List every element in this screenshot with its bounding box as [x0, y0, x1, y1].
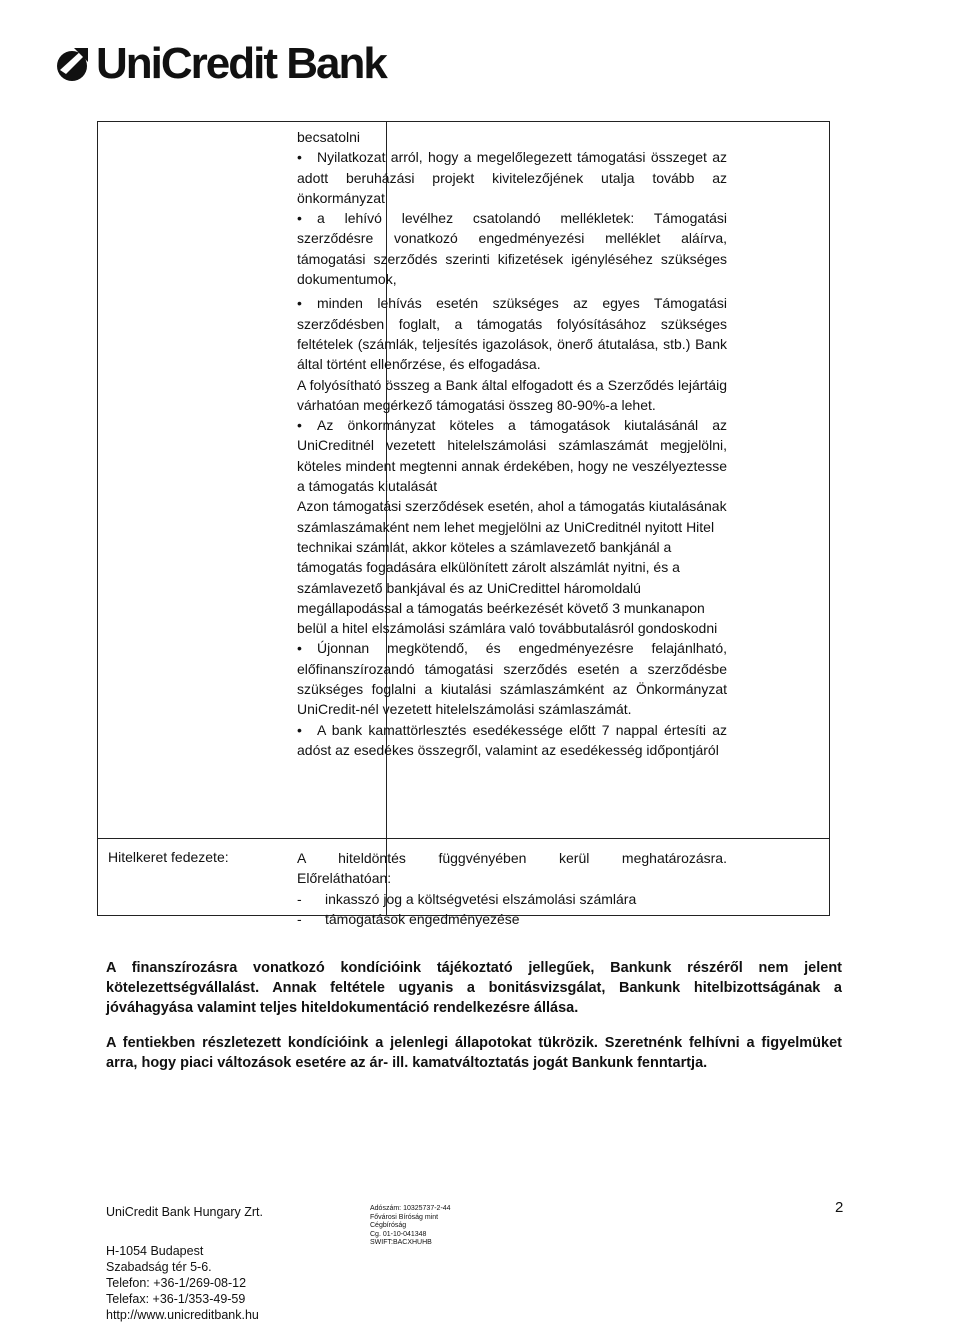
address-line: Szabadság tér 5-6.	[106, 1260, 212, 1274]
list-item: • Újonnan megkötendő, és engedményezésre felajánlható, előfinanszírozandó támogatási szerződés esetén a szerződésbe szükséges foglalni a kiutalási számlaszámként az Önkormányzat UniCredit-nél vezetett hitelelszámolási számlaszámát.	[297, 640, 727, 718]
paragraph: A folyósítható összeg a Bank által elfogadott és a Szerződés lejártáig várhatóan megérkező támogatási összeg 80-90%-a lehet.	[297, 376, 727, 413]
company-name: UniCredit Bank Hungary Zrt.	[106, 1205, 264, 1219]
row-label-collateral: Hitelkeret fedezete:	[108, 849, 229, 865]
brand-name: UniCredit Bank	[96, 39, 386, 88]
footer-contact	[106, 1204, 263, 1323]
list-item-text: Az önkormányzat köteles a támogatások kiutalásánál az UniCreditnél vezetett hitelelszámolási számlaszámát megjelölni, köteles mindent megtenni annak érdekében, hogy ne veszélyeztesse a támogatás kiutalását	[297, 417, 727, 495]
list-item-text: Nyilatkozat arról, hogy a megelőlegezett támogatási összeget az adott beruházási projekt kivitelezőjének utalja tovább az önkormányzat	[297, 149, 727, 206]
terms-note: A fentiekben részletezett kondícióink a jelenlegi állapotokat tükrözik. Szeretnénk felhívni a figyelmüket arra, hogy piaci változások esetére az ár- ill. kamatváltoztatás jogát Bankunk fenntartja.	[106, 1035, 842, 1071]
list-item: • Nyilatkozat arról, hogy a megelőlegezett támogatási összeget az adott beruházási projekt kivitelezőjének utalja tovább az önkormányzat	[297, 149, 727, 206]
footer-registration	[370, 1205, 451, 1248]
unicredit-arrow-icon	[52, 44, 92, 84]
court-line: Fővárosi Bíróság mint	[370, 1213, 439, 1221]
paragraph: Azon támogatási szerződések esetén, ahol a támogatás kiutalásának számlaszámaként nem lehet megjelölni az UniCreditnél nyitott Hitel technikai számlát, akkor köteles a számlavezető bankjánál a támogatás fogadására elkülönített zárolt alszámlát nyitni, és a számlavezető bankjával és az UniCredittel háromoldalú megállapodással a támogatás beérkezését követő 3 munkanapon belül a hitel elszámolási számlára való továbbutalásról gondoskodni	[297, 498, 727, 637]
collateral-text: A hiteldöntés függvényében kerül meghatározásra.	[297, 850, 727, 866]
list-item-text: a lehívó levélhez csatolandó mellékletek: Támogatási szerződésre vonatkozó engedményezési melléklet aláírva, támogatási szerződés szerinti kifizetések igényléséhez szükséges dokumentumok,	[297, 210, 727, 288]
address-line: H-1054 Budapest	[106, 1244, 204, 1258]
intro-text: becsatolni	[297, 129, 361, 145]
phone-number: Telefon: +36-1/269-08-12	[106, 1276, 247, 1290]
disclaimer-note: A finanszírozásra vonatkozó kondícióink tájékoztató jellegűek, Bankunk részéről nem jelent kötelezettségvállalást. Annak feltétele ugyanis a bonitásvizsgálat, Bankunk hitelbizottságának a jóváhagyása valamint teljes hiteldokumentáció rendelkezésre állása.	[106, 960, 842, 1016]
list-item-text: minden lehívás esetén szükséges az egyes Támogatási szerződésben foglalt, a támogatás folyósításához szükséges feltételek (számlák, teljesítés igazolások, önerő átutalása, stb.) Bank által történt ellenőrzése, és elfogadása.	[297, 295, 727, 373]
fax-number: Telefax: +36-1/353-49-59	[106, 1292, 246, 1306]
list-item: - inkasszó jog a költségvetési elszámolási számlára	[297, 890, 637, 907]
page-number: 2	[835, 1199, 844, 1216]
list-item-text: inkasszó jog a költségvetési elszámolási számlára	[325, 890, 637, 907]
list-item-text: A bank kamattörlesztés esedékessége előtt 7 nappal értesíti az adóst az esedékes összegről, valamint az esedékesség időpontjáról	[297, 721, 727, 758]
collateral-cell	[297, 848, 727, 929]
list-item: • A bank kamattörlesztés esedékessége előtt 7 nappal értesíti az adóst az esedékes összegről, valamint az esedékesség időpontjáról	[297, 721, 727, 758]
disbursement-conditions-cell	[297, 127, 727, 760]
list-item: • a lehívó levélhez csatolandó mellékletek: Támogatási szerződésre vonatkozó engedményezési melléklet aláírva, támogatási szerződés szerinti kifizetések igényléséhez szükséges dokumentumok,	[297, 210, 727, 288]
list-item: • minden lehívás esetén szükséges az egyes Támogatási szerződésben foglalt, a támogatás folyósításához szükséges feltételek (számlák, teljesítés igazolások, önerő átutalása, stb.) Bank által történt ellenőrzése, és elfogadása.	[297, 295, 727, 373]
list-item: - támogatások engedményezése	[297, 910, 520, 927]
website-link: http://www.unicreditbank.hu	[106, 1308, 259, 1322]
tax-number: Adószám: 10325737-2-44	[370, 1205, 451, 1212]
court-line: Cégbíróság	[370, 1222, 407, 1229]
list-item: • Az önkormányzat köteles a támogatások kiutalásánál az UniCreditnél vezetett hitelelszámolási számlaszámát megjelölni, köteles mindent megtenni annak érdekében, hogy ne veszélyeztesse a támogatás kiutalását	[297, 417, 727, 495]
row-divider	[98, 838, 829, 839]
registry-number: Cg. 01-10-041348	[370, 1230, 427, 1238]
collateral-subtitle: Előreláthatóan:	[297, 870, 392, 887]
list-item-text: támogatások engedményezése	[325, 910, 520, 927]
unicredit-logo	[52, 39, 386, 88]
list-item-text: Újonnan megkötendő, és engedményezésre felajánlható, előfinanszírozandó támogatási szerződés esetén a szerződésbe szükséges foglalni a kiutalási számlaszámként az Önkormányzat UniCredit-nél vezetett hitelelszámolási számlaszámát.	[297, 640, 727, 718]
swift-code: SWIFT:BACXHUHB	[370, 1239, 432, 1246]
